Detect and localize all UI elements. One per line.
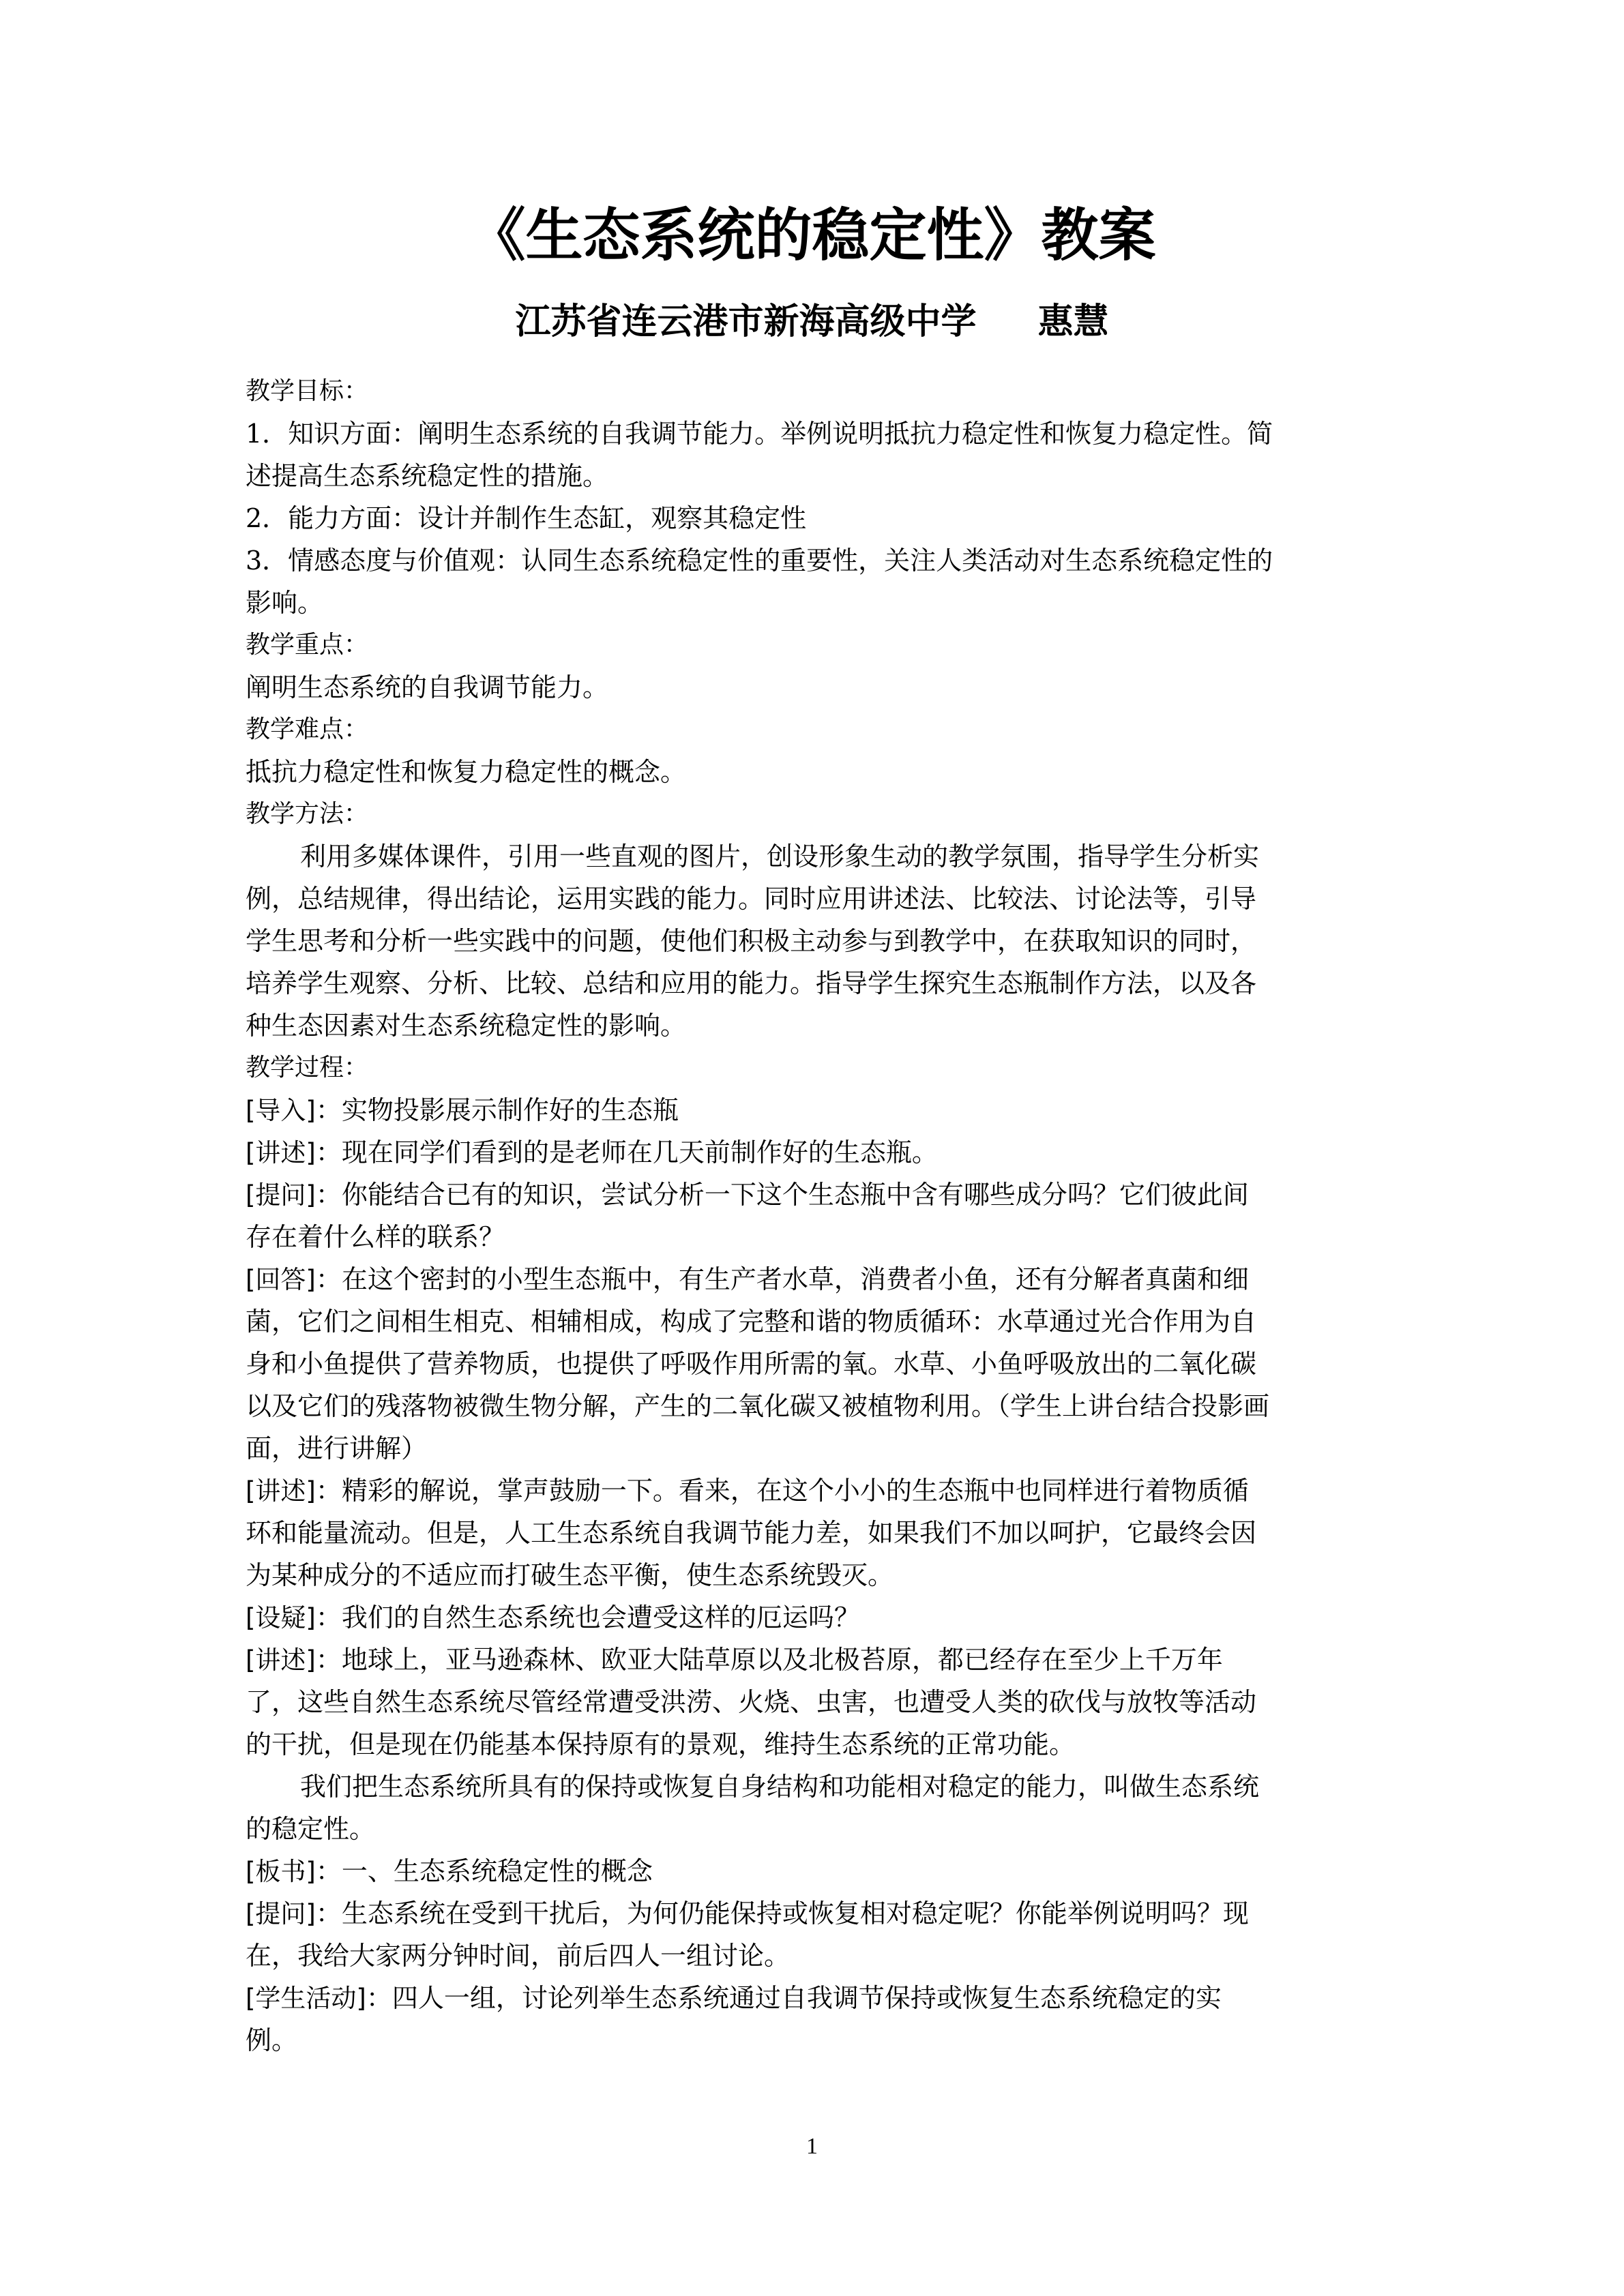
school-name: 江苏省连云港市新海高级中学 [515,301,977,342]
entry-text: ：一、生态系统稳定性的概念 [315,1856,653,1886]
objectives-line: 述提高生态系统稳定性的措施。 [246,461,609,491]
process-entry-activity [246,1977,1378,2019]
entry-continuation: 环和能量流动。但是，人工生态系统自我调节能力差，如果我们不加以呵护，它最终会因 [246,1518,1257,1548]
entry-text: ：我们的自然生态系统也会遭受这样的厄运吗？ [315,1602,860,1632]
section-heading-methods: 教学方法： [246,800,369,828]
entry-continuation: 为某种成分的不适应而打破生态平衡，使生态系统毁灭。 [246,1560,894,1590]
difficulties-line: 抵抗力稳定性和恢复力稳定性的概念。 [246,757,687,787]
entry-tag: [讲述] [246,1645,316,1675]
entry-text: ：地球上，亚马逊森林、欧亚大陆草原以及北极苔原，都已经存在至少上千万年 [315,1645,1223,1675]
section-heading-process: 教学过程： [246,1054,369,1082]
entry-text: ：生态系统在受到干扰后，为何仍能保持或恢复相对稳定呢？你能举例说明吗？现 [315,1898,1249,1928]
process-entry-intro [246,1089,1378,1131]
entry-continuation: 了，这些自然生态系统尽管经常遭受洪涝、火烧、虫害，也遭受人类的砍伐与放牧等活动 [246,1687,1257,1717]
entry-tag: [回答] [246,1265,316,1294]
objectives-line: 2．能力方面：设计并制作生态缸，观察其稳定性 [246,503,807,533]
entry-continuation: 存在着什么样的联系？ [246,1222,505,1252]
process-entry-narrate [246,1131,1378,1174]
process-entry-question [246,1174,1378,1216]
process-entry-board [246,1850,1378,1892]
methods-line: 种生态因素对生态系统稳定性的影响。 [246,1011,687,1041]
process-entry-doubt [246,1596,1378,1639]
entry-text: ：现在同学们看到的是老师在几天前制作好的生态瓶。 [315,1137,938,1167]
key-points-line: 阐明生态系统的自我调节能力。 [246,672,609,702]
author-name: 惠慧 [1037,301,1109,342]
document-title: 《生态系统的稳定性》教案 [468,202,1156,269]
methods-line: 利用多媒体课件，引用一些直观的图片，创设形象生动的教学氛围，指导学生分析实 [300,841,1260,871]
entry-continuation: 面，进行讲解） [246,1433,428,1463]
process-entry-narrate [246,1639,1378,1681]
entry-tag: [设疑] [246,1603,316,1632]
objectives-line: 3．情感态度与价值观：认同生态系统稳定性的重要性，关注人类活动对生态系统稳定性的 [246,546,1273,576]
entry-tag: [学生活动] [246,1984,366,2013]
entry-text: ：实物投影展示制作好的生态瓶 [315,1095,679,1125]
entry-tag: [提问] [246,1899,316,1928]
entry-continuation: 在，我给大家两分钟时间，前后四人一组讨论。 [246,1941,791,1971]
entry-continuation: 菌，它们之间相生相克、相辅相成，构成了完整和谐的物质循环：水草通过光合作用为自 [246,1307,1257,1337]
entry-tag: [讲述] [246,1138,316,1167]
paragraph-line: 我们把生态系统所具有的保持或恢复自身结构和功能相对稳定的能力，叫做生态系统 [300,1772,1260,1802]
entry-text: ：你能结合已有的知识，尝试分析一下这个生态瓶中含有哪些成分吗？它们彼此间 [315,1180,1249,1210]
objectives-line: 1．知识方面：阐明生态系统的自我调节能力。举例说明抵抗力稳定性和恢复力稳定性。简 [246,419,1273,449]
paragraph-line: 的稳定性。 [246,1814,376,1844]
section-heading-difficulties: 教学难点： [246,715,369,743]
methods-line: 学生思考和分析一些实践中的问题，使他们积极主动参与到教学中，在获取知识的同时， [246,926,1257,956]
entry-continuation: 以及它们的残落物被微生物分解，产生的二氧化碳又被植物利用。（学生上讲台结合投影画 [246,1391,1270,1421]
entry-continuation: 例。 [246,2025,298,2055]
entry-tag: [导入] [246,1096,316,1125]
entry-text: ：在这个密封的小型生态瓶中，有生产者水草，消费者小鱼，还有分解者真菌和细 [315,1264,1249,1294]
process-entry-question [246,1892,1378,1935]
process-entry-narrate [246,1470,1378,1512]
entry-tag: [板书] [246,1857,316,1886]
entry-text: ：四人一组，讨论列举生态系统通过自我调节保持或恢复生态系统稳定的实 [366,1983,1222,2013]
methods-line: 例，总结规律，得出结论，运用实践的能力。同时应用讲述法、比较法、讨论法等，引导 [246,884,1257,914]
entry-continuation: 身和小鱼提供了营养物质，也提供了呼吸作用所需的氧。水草、小鱼呼吸放出的二氧化碳 [246,1349,1257,1379]
entry-tag: [提问] [246,1180,316,1210]
page-number: 1 [806,2134,818,2159]
section-heading-key-points: 教学重点： [246,631,369,659]
objectives-line: 影响。 [246,588,324,618]
author-line [0,295,1624,349]
entry-text: ：精彩的解说，掌声鼓励一下。看来，在这个小小的生态瓶中也同样进行着物质循 [315,1476,1249,1506]
methods-line: 培养学生观察、分析、比较、总结和应用的能力。指导学生探究生态瓶制作方法，以及各 [246,968,1257,998]
section-heading-objectives: 教学目标： [246,377,369,405]
document-body [246,370,1378,2061]
entry-tag: [讲述] [246,1476,316,1506]
entry-continuation: 的干扰，但是现在仍能基本保持原有的景观，维持生态系统的正常功能。 [246,1729,1076,1759]
process-entry-answer [246,1258,1378,1300]
